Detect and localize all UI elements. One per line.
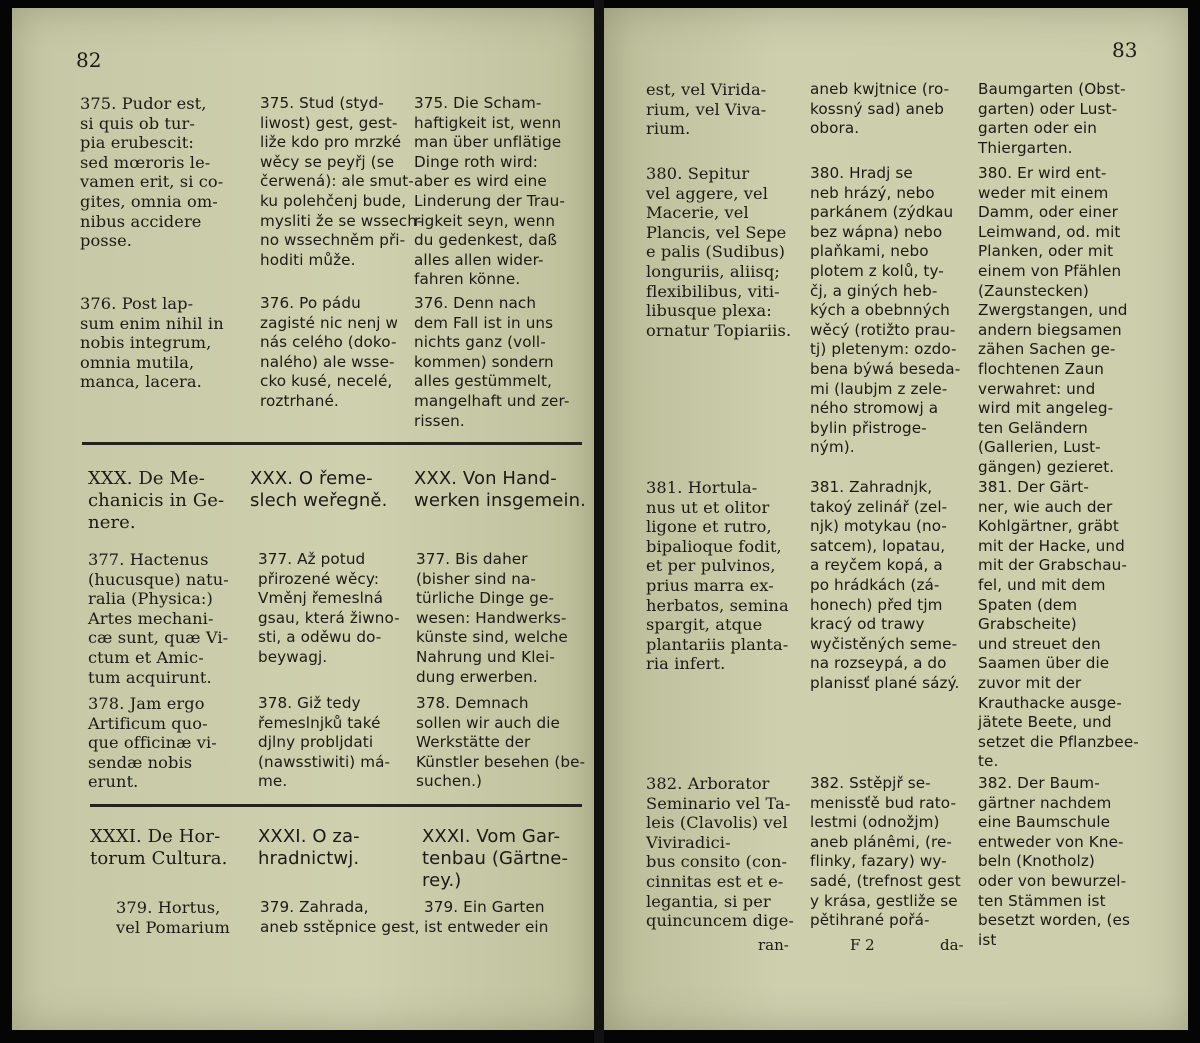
chapter-heading-czech: XXX. O řeme- slech weřegně. [250,468,388,511]
latin-column: 381. Hortula- nus ut et olitor ligone et rutro, bipalioque fodit, et per pulvinos, prius marra ex- herbatos, semina spargit, atque plantariis planta- ria infert. [646,478,789,674]
czech-column: 376. Po pádu zagisté nic nenj w nás celého (doko- nalého) ale wsse- cko kusé, necelé, roztrhané. [260,294,399,410]
german-column: 382. Der Baum- gärtner nachdem eine Baumschule entweder von Kne- beln (Knotholz) oder von bewurzel- ten Stämmen ist besetzt worden, (es ist [978,774,1130,949]
catchword: da- [940,936,964,954]
german-column: 376. Denn nach dem Fall ist in uns nichts ganz (voll- kommen) sondern alles gestümmelt, mangelhaft und zer- rissen. [414,294,570,430]
left-page [12,8,594,1030]
german-column: 380. Er wird ent- weder mit einem Damm, oder einer Leimwand, od. mit Planken, oder mit einem von Pfählen (Zaunstecken) Zwergstangen, und andern biegsamen zähen Sachen ge- flochtenen Zaun verwahret: und wird mit angeleg- ten Geländern (Gallerien, Lust- gängen) gezieret. [978,164,1128,476]
latin-column: est, vel Virida- rium, vel Viva- rium. [646,80,767,139]
german-column: 377. Bis daher (bisher sind na- türliche Dinge ge- wesen: Handwerks- künste sind, welche Nahrung und Klei- dung erwerben. [416,550,568,686]
latin-column: 378. Jam ergo Artificum quo- que officinæ vi- sendæ nobis erunt. [88,694,217,792]
czech-column: 378. Giž tedy řemeslnjků také djlny probljdati (nawsstiwiti) má- me. [258,694,391,791]
german-column: 378. Demnach sollen wir auch die Werkstätte der Künstler besehen (be- suchen.) [416,694,586,791]
latin-column: 379. Hortus, vel Pomarium [116,898,230,937]
czech-column: 380. Hradj se neb hrázý, nebo parkánem (zýdkau bez wápna) nebo plaňkami, nebo plotem z kolů, ty- čj, a giných heb- kých a obebnných wěcý (rotižto prau- tj) pletenym: ozdo- bena býwá beseda- mi (laubjm z zele- ného stromowj a bylin přistroge- ným). [810,164,961,457]
czech-column: aneb kwjtnice (ro- kossný sad) aneb obora. [810,80,950,138]
german-column: 379. Ein Garten ist entweder ein [424,898,549,936]
czech-column: 381. Zahradnjk, takoý zelinář (zel- njk) motykau (no- satcem), lopatau, a reyčem kopá, a po hrádkách (zá- honech) před tjm kracý od trawy wyčistěných seme- na rozseypá, a do planissť plané sázý. [810,478,960,692]
chapter-heading-latin: XXX. De Me- chanicis in Ge- nere. [88,468,225,533]
right-page [604,8,1188,1030]
section-divider [90,804,582,807]
czech-column: 377. Až potud přirozené wěcy: Vměnj řemeslná gsau, která žiwno- sti, a oděwu do- beywagj. [258,550,400,666]
czech-column: 375. Stud (styd- liwost) gest, gest- liže kdo pro mrzké wěcy se peyřj (se čerwená): ale smut- ku polehčenj bude, mysliti že se wssech- no wssechněm při- hoditi může. [260,94,423,269]
chapter-heading-latin: XXXI. De Hor- torum Cultura. [90,826,228,869]
section-divider [82,442,582,445]
page-number: 83 [1112,38,1138,62]
latin-column: 375. Pudor est, si quis ob tur- pia erubescit: sed mœroris le- vamen erit, si co- gites, omnia om- nibus accidere posse. [80,94,224,251]
chapter-heading-german: XXXI. Vom Gar- tenbau (Gärtne- rey.) [422,826,569,891]
czech-column: 382. Sstěpjř se- menissťě bud rato- lestmi (odnožjm) aneb plánêmi, (re- flinky, fazary) wy- sadé, (trefnost gest y krása, gestliže se pětihrané pořá- [810,774,961,930]
german-column: Baumgarten (Obst- garten) oder Lust- garten oder ein Thiergarten. [978,80,1126,157]
czech-column: 379. Zahrada, aneb sstěpnice gest, [260,898,420,936]
signature-mark: F 2 [850,936,875,954]
catchword: ran- [758,936,789,954]
latin-column: 377. Hactenus (hucusque) natu- ralia (Physica:) Artes mechani- cæ sunt, quæ Vi- ctum et Amic- tum acquirunt. [88,550,229,687]
chapter-heading-german: XXX. Von Hand- werken insgemein. [414,468,586,511]
latin-column: 376. Post lap- sum enim nihil in nobis integrum, omnia mutila, manca, lacera. [80,294,224,392]
book-gutter [594,0,604,1043]
page-number: 82 [76,48,102,72]
chapter-heading-czech: XXXI. O za- hradnictwj. [258,826,360,869]
german-column: 381. Der Gärt- ner, wie auch der Kohlgärtner, gräbt mit der Hacke, und mit der Grabschau- fel, und mit dem Spaten (dem Grabscheite) und streuet den Saamen über die zuvor mit der Krauthacke ausge- jätete Beete, und setzet die Pflanzbee- te. [978,478,1139,771]
german-column: 375. Die Scham- haftigkeit ist, wenn man über unflätige Dinge roth wird: aber es wird eine Linderung der Trau- rigkeit seyn, wenn du gedenkest, daß alles allen wider- fahren könne. [414,94,565,289]
latin-column: 382. Arborator Seminario vel Ta- leis (Clavolis) vel Viviradici- bus consito (con- cinnitas est et e- legantia, si per quincuncem dige- [646,774,794,931]
latin-column: 380. Sepitur vel aggere, vel Macerie, vel Plancis, vel Sepe e palis (Sudibus) longuriis, aliisq; flexibilibus, viti- libusque plexa: ornatur Topiariis. [646,164,792,340]
